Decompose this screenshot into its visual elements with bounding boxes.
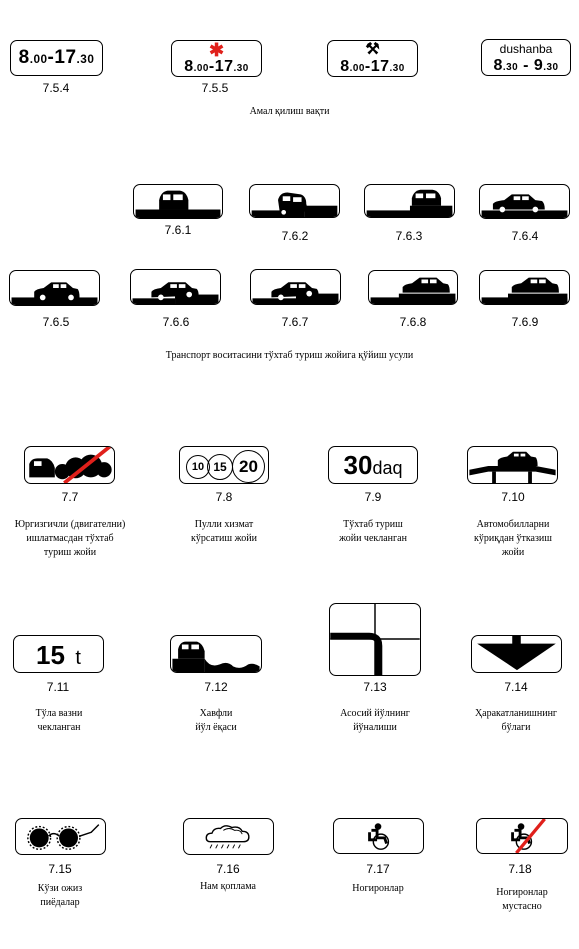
coin-15: 15 — [207, 454, 233, 480]
sign-number: 7.7 — [61, 490, 79, 504]
sign-number: 7.5.4 — [42, 81, 70, 95]
section-caption: Транспорт воситасини тўхтаб туриш жойига қўйиш усули — [165, 350, 414, 361]
star-icon: ✱ — [208, 40, 225, 60]
sign-7-6-1 — [133, 184, 223, 219]
dark-glasses-icon — [16, 819, 105, 854]
sign-number: 7.14 — [504, 680, 528, 694]
sign-number: 7.18 — [508, 862, 532, 876]
sign-caption: Нам қоплама — [200, 881, 256, 892]
sign-7-16 — [183, 818, 274, 855]
sign-caption: Пулли хизмат кўрсатиш жойи — [191, 519, 257, 544]
car-on-curb-icon — [365, 185, 454, 217]
dangerous-roadside-icon — [171, 636, 261, 672]
sign-number: 7.8 — [215, 490, 233, 504]
sign-number: 7.13 — [363, 680, 387, 694]
coin-10: 10 — [186, 455, 210, 479]
sign-number: 7.6.4 — [511, 229, 539, 243]
sign-caption: Кўзи ожиз пиёдалар — [37, 883, 83, 908]
sign-7-18 — [476, 818, 568, 854]
sign-7-9 — [328, 446, 418, 484]
main-road-direction-icon — [330, 604, 420, 675]
car-on-road-icon — [134, 185, 222, 218]
sign-caption: Асосий йўлнинг йўналиши — [340, 708, 410, 733]
sign-number: 7.11 — [46, 680, 70, 694]
car-side-on-curb-icon — [480, 185, 569, 218]
sign-7-11 — [13, 635, 104, 673]
arrow-down-icon — [472, 636, 561, 672]
weekday-label: dushanba — [499, 42, 553, 56]
car-side-road-icon — [10, 271, 99, 305]
car-side-curb-edge-icon — [251, 270, 340, 304]
sign-7-13 — [329, 603, 421, 676]
engine-off-parking-icon — [25, 447, 114, 483]
tools-icon: ⚒ — [365, 41, 380, 58]
sign-7-6-7 — [250, 269, 341, 305]
rain-cloud-icon — [184, 819, 273, 854]
car-side-fully-on-curb-icon — [480, 271, 569, 304]
sign-caption: Тўла вазни чекланган — [35, 708, 83, 733]
sign-7-6-4 — [479, 184, 570, 219]
sign-number: 7.15 — [48, 862, 72, 876]
time-range: 8.00-17.30 — [184, 58, 249, 75]
sign-7-5-7 — [481, 39, 571, 76]
sign-caption: Ногиронлар мустасно — [496, 887, 548, 912]
coin-20: 20 — [232, 450, 265, 483]
sign-7-6-2 — [249, 184, 340, 218]
sign-7-6-8 — [368, 270, 458, 305]
sign-7-6-9 — [479, 270, 570, 305]
sign-number: 7.6.2 — [281, 229, 309, 243]
weight-value: 15 t — [36, 640, 81, 670]
sign-7-15 — [15, 818, 106, 855]
sign-number: 7.12 — [204, 680, 228, 694]
sign-number: 7.6.9 — [511, 315, 539, 329]
sign-number: 7.6.8 — [399, 315, 427, 329]
sign-7-17 — [333, 818, 424, 854]
wheelchair-icon — [334, 819, 423, 853]
time-range: 8.00-17.30 — [18, 47, 95, 68]
sign-number: 7.6.6 — [162, 315, 190, 329]
sign-number: 7.6.1 — [164, 223, 192, 237]
sign-number: 7.17 — [366, 862, 390, 876]
sign-number: 7.6.5 — [42, 315, 70, 329]
sign-7-6-3 — [364, 184, 455, 218]
sign-number: 7.5.5 — [201, 81, 229, 95]
sign-7-5-4 — [10, 40, 103, 76]
wheelchair-excluded-icon — [477, 819, 567, 853]
sign-number: 7.6.3 — [395, 229, 423, 243]
sign-number: 7.9 — [364, 490, 382, 504]
sign-number: 7.16 — [216, 862, 240, 876]
sign-7-12 — [170, 635, 262, 673]
sign-number: 7.6.7 — [281, 315, 309, 329]
duration-value: 30daq — [343, 450, 403, 480]
sign-7-6-5 — [9, 270, 100, 306]
sign-caption: Ногиронлар — [352, 883, 404, 894]
sign-caption: Хавфли йўл ёқаси — [195, 708, 237, 733]
time-range: 8.00-17.30 — [340, 58, 405, 75]
car-side-on-curb-icon — [369, 271, 457, 304]
sign-7-14 — [471, 635, 562, 673]
sign-7-5-6 — [327, 40, 418, 77]
time-range: 8.30 - 9.30 — [493, 57, 559, 74]
sign-7-8 — [179, 446, 269, 484]
car-half-curb-icon — [250, 185, 339, 217]
car-on-overpass-icon — [468, 447, 557, 483]
section-caption: Амал қилиш вақти — [249, 106, 330, 117]
sign-caption: Тўхтаб туриш жойи чекланган — [339, 519, 407, 544]
sign-caption: Автомобилларни кўриқдан ўтказиш жойи — [474, 519, 552, 558]
sign-caption: Юргизгичли (двигателни) ишлатмасдан тўхтаб туриш жойи — [14, 519, 126, 558]
sign-caption: Ҳаракатланишнинг бўлаги — [474, 708, 558, 733]
sign-7-7 — [24, 446, 115, 484]
sign-number: 7.10 — [501, 490, 525, 504]
car-side-half-curb-icon — [131, 270, 220, 304]
sign-7-5-5 — [171, 40, 262, 77]
sign-7-6-6 — [130, 269, 221, 305]
sign-7-10 — [467, 446, 558, 484]
